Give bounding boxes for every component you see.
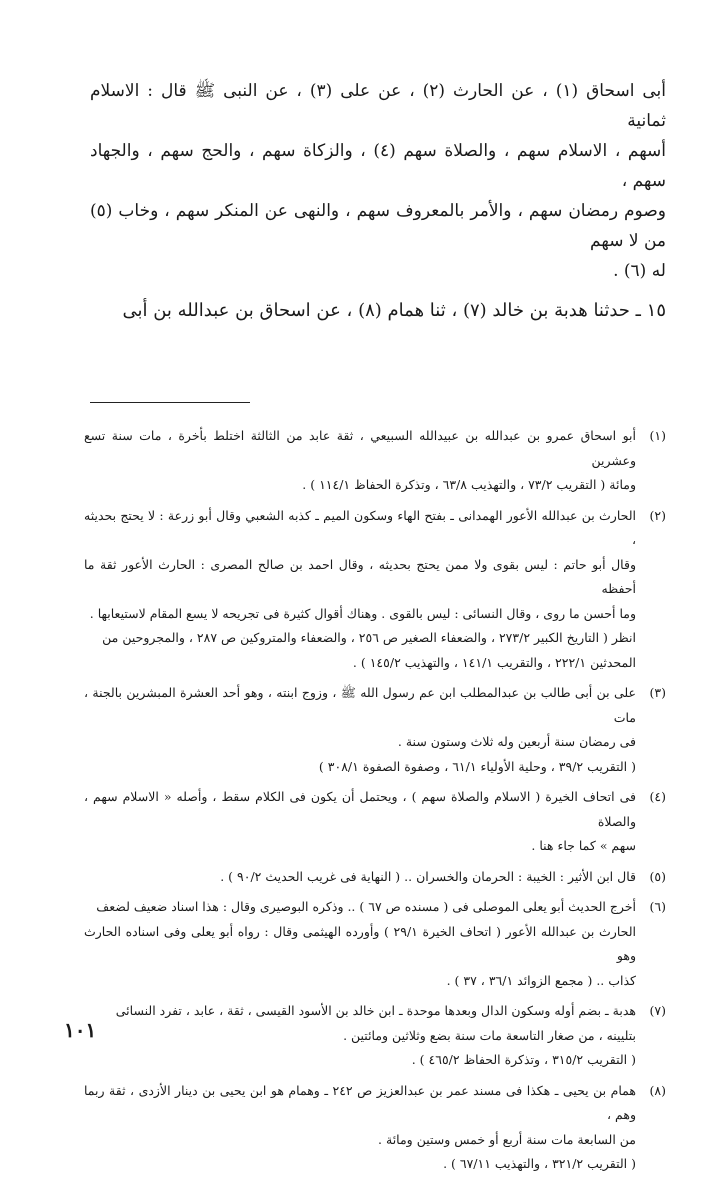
footnote-number: (٢) xyxy=(649,507,666,523)
footnote-separator xyxy=(90,402,250,403)
footnote-number: (٨) xyxy=(649,1082,666,1098)
main-text xyxy=(90,76,666,326)
footnote-6 xyxy=(84,895,666,993)
footnote-line: فى اتحاف الخيرة ( الاسلام والصلاة سهم ) ، ويحتمل أن يكون فى الكلام سقط ، وأصله « الاسلام سهم ، والصلاة xyxy=(84,789,636,829)
footnote-7 xyxy=(84,999,666,1073)
footnote-number: (١) xyxy=(649,428,666,443)
footnote-4 xyxy=(84,785,666,859)
footnote-line: وما أحسن ما روى ، وقال النسائى : ليس بالقوى . وهناك أقوال كثيرة فى تجريحه لا يسع المقام لاستيعابها . xyxy=(89,605,636,621)
footnote-line: هدبة ـ بضم أوله وسكون الدال وبعدها موحدة ـ ابن خالد بن الأسود القيسى ، ثقة ، عابد ، تفرد النسائى xyxy=(115,1003,636,1018)
footnote-line: أخرج الحديث أبو يعلى الموصلى فى ( مسنده ص ٦٧ ) .. وذكره البوصيرى وقال : هذا اسناد ضعيف لضعف xyxy=(96,899,636,914)
footnote-line: ( التقريب ٣٩/٢ ، وحلية الأولياء ٦١/١ ، وصفوة الصفوة ٣٠٨/١ ) xyxy=(318,758,636,774)
footnote-line: ومائة ( التقريب ٧٣/٢ ، والتهذيب ٦٣/٨ ، وتذكرة الحفاظ ١١٤/١ ) . xyxy=(302,477,636,492)
footnote-number: (٤) xyxy=(649,789,666,804)
main-line: وصوم رمضان سهم ، والأمر بالمعروف سهم ، والنهى عن المنكر سهم ، وخاب (٥) من لا سهم xyxy=(90,201,666,251)
footnote-number: (٧) xyxy=(649,1003,666,1018)
footnote-line: الحارث بن عبدالله الأعور ( اتحاف الخيرة ٢٩/١ ) وأورده الهيثمى وقال : رواه أبو يعلى وفى اسناده الحارث وهو xyxy=(84,923,636,963)
footnote-8 xyxy=(84,1079,666,1177)
footnote-5 xyxy=(84,865,666,890)
footnote-line: ( التقريب ٣١٥/٢ ، وتذكرة الحفاظ ٤٦٥/٢ ) . xyxy=(411,1052,636,1067)
main-line: أبى اسحاق (١) ، عن الحارث (٢) ، عن على (٣) ، عن النبى ﷺ قال : الاسلام ثمانية xyxy=(90,81,667,131)
footnote-number: (٦) xyxy=(649,899,666,914)
footnote-1 xyxy=(84,424,666,498)
footnote-line: فى رمضان سنة أربعين وله ثلاث وستون سنة . xyxy=(397,734,636,749)
footnote-line: وقال أبو حاتم : ليس بقوى ولا ممن يحتج بحديثه ، وقال احمد بن صالح المصرى : الحارث الأعور ثقة ما أحفظه xyxy=(84,556,636,596)
footnote-2 xyxy=(84,504,666,676)
footnote-line: كذاب .. ( مجمع الزوائد ٣٦/١ ، ٣٧ ) . xyxy=(446,972,636,988)
main-line: أسهم ، الاسلام سهم ، والصلاة سهم (٤) ، والزكاة سهم ، والحج سهم ، والجهاد سهم ، xyxy=(90,141,667,191)
hadith-15-line: ١٥ ـ حدثنا هدبة بن خالد (٧) ، ثنا همام (٨) ، عن اسحاق بن عبدالله بن أبى xyxy=(122,300,666,321)
footnote-line: بتليينه ، من صغار التاسعة مات سنة بضع وثلاثين ومائتين . xyxy=(343,1027,636,1043)
page-number: ١٠١ xyxy=(64,1018,97,1042)
footnote-line: الحارث بن عبدالله الأعور الهمدانى ـ بفتح الهاء وسكون الميم ـ كذبه الشعبي وقال أبو زرعة : لا يحتج بحديثه ، xyxy=(84,507,636,547)
footnote-line: من السابعة مات سنة أربع أو خمس وستين ومائة . xyxy=(378,1131,636,1147)
footnotes xyxy=(84,424,666,1183)
footnote-line: سهم » كما جاء هنا . xyxy=(531,838,636,853)
footnote-line: ( التقريب ٣٢١/٢ ، والتهذيب ٦٧/١١ ) . xyxy=(443,1156,636,1171)
footnote-line: همام بن يحيى ـ هكذا فى مسند عمر بن عبدالعزيز ص ٢٤٢ ـ وهمام هو ابن يحيى بن دينار الأزدى ، ثقة ربما وهم ، xyxy=(84,1082,636,1122)
footnote-number: (٥) xyxy=(649,868,666,884)
footnote-number: (٣) xyxy=(649,685,666,700)
footnote-line: أبو اسحاق عمرو بن عبدالله بن عبيدالله السبيعي ، ثقة عابد من الثالثة اختلط بأخرة ، مات سنة تسع وعشرين xyxy=(84,428,636,468)
footnote-line: على بن أبى طالب بن عبدالمطلب ابن عم رسول الله ﷺ ، وزوج ابنته ، وهو أحد العشرة المبشرين بالجنة ، مات xyxy=(84,685,636,725)
main-line: له (٦) . xyxy=(613,261,666,281)
footnote-3 xyxy=(84,681,666,779)
footnote-line: انظر ( التاريخ الكبير ٢٧٣/٢ ، والضعفاء الصغير ص ٢٥٦ ، والضعفاء والمتروكين ص ٢٨٧ ، والمجروحين من xyxy=(102,630,636,645)
footnote-line: قال ابن الأثير : الخيبة : الحرمان والخسران .. ( النهاية فى غريب الحديث ٩٠/٢ ) . xyxy=(220,868,636,884)
footnote-line: المحدثين ٢٢٢/١ ، والتقريب ١٤١/١ ، والتهذيب ١٤٥/٢ ) . xyxy=(352,654,636,670)
